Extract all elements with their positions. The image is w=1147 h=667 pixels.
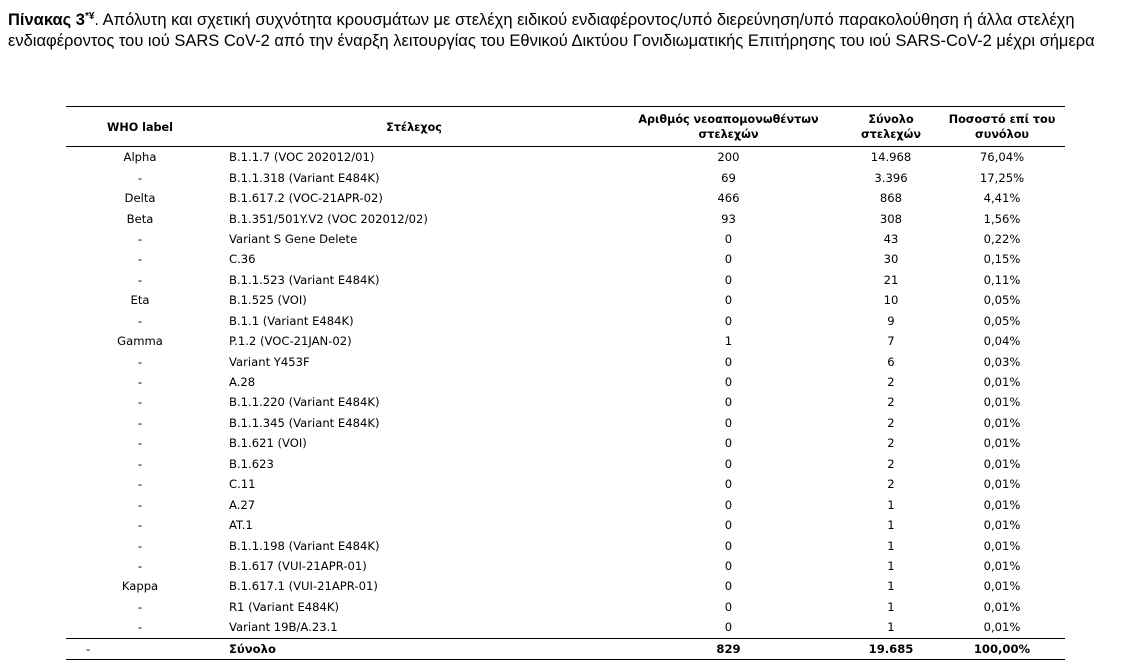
- percent-cell: 4,41%: [983, 191, 1021, 206]
- strain-cell: B.1.351/501Y.V2 (VOC 202012/02): [229, 211, 428, 226]
- percent-cell: 0,01%: [983, 620, 1021, 635]
- table-row: [66, 351, 1065, 371]
- total-cell: 1: [887, 497, 895, 512]
- strain-cell: B.1.617.2 (VOC-21APR-02): [229, 191, 383, 206]
- strain-cell: B.1.1.523 (Variant E484K): [229, 272, 380, 287]
- strain-cell: Variant 19B/A.23.1: [229, 620, 338, 635]
- total-cell: 14.968: [870, 150, 912, 165]
- total-cell: 2: [887, 456, 895, 471]
- total-cell: 30: [883, 252, 899, 267]
- percent-cell: 0,01%: [983, 436, 1021, 451]
- who-label-cell: Gamma: [117, 334, 163, 349]
- strain-cell: B.1.1 (Variant E484K): [229, 313, 354, 328]
- percent-cell: 0,15%: [983, 252, 1021, 267]
- who-label-cell: -: [137, 497, 143, 512]
- isolated-cell: 0: [724, 579, 733, 594]
- table-row: [66, 433, 1065, 453]
- header-isolated: Αριθμός νεοαπομονωθέντων στελεχών: [614, 107, 843, 147]
- total-cell: 7: [887, 334, 895, 349]
- who-label-cell: -: [137, 252, 143, 267]
- isolated-cell: 93: [721, 211, 736, 226]
- total-cell: 10: [883, 293, 899, 308]
- isolated-cell: 0: [724, 518, 733, 533]
- total-row: [66, 638, 1065, 659]
- isolated-cell: 0: [724, 558, 733, 573]
- who-label-cell: -: [137, 599, 143, 614]
- strain-cell: AT.1: [229, 518, 253, 533]
- table-row: [66, 392, 1065, 412]
- strain-cell: C.11: [229, 477, 256, 492]
- isolated-cell: 0: [724, 252, 733, 267]
- isolated-cell: 0: [724, 415, 733, 430]
- table-row: [66, 454, 1065, 474]
- strain-cell: C.36: [229, 252, 256, 267]
- strain-cell: A.28: [229, 375, 256, 390]
- isolated-cell: 0: [724, 436, 733, 451]
- who-label-cell: -: [137, 170, 143, 185]
- percent-cell: 0,01%: [983, 415, 1021, 430]
- who-label-cell: -: [137, 415, 143, 430]
- table-row: [66, 535, 1065, 555]
- percent-cell: 0,01%: [983, 456, 1021, 471]
- header-total: Σύνολο στελεχών: [843, 107, 939, 147]
- total-percent-cell: 100,00%: [939, 638, 1065, 659]
- total-cell: 1: [887, 538, 895, 553]
- who-label-cell: Alpha: [123, 150, 157, 165]
- total-cell: 2: [887, 375, 895, 390]
- isolated-cell: 0: [724, 538, 733, 553]
- percent-cell: 0,01%: [983, 538, 1021, 553]
- strain-cell: B.1.621 (VOI): [229, 436, 307, 451]
- table-row: [66, 372, 1065, 392]
- percent-cell: 0,05%: [983, 313, 1021, 328]
- isolated-cell: 0: [724, 477, 733, 492]
- strain-cell: B.1.617 (VUI-21APR-01): [229, 558, 367, 573]
- table-row: [66, 290, 1065, 310]
- header-who-label: WHO label: [66, 107, 214, 147]
- who-label-cell: -: [137, 354, 143, 369]
- table-row: [66, 413, 1065, 433]
- strain-cell: B.1.1.220 (Variant E484K): [229, 395, 380, 410]
- isolated-cell: 466: [717, 191, 740, 206]
- table-row: [66, 229, 1065, 249]
- total-cell: 1: [887, 620, 895, 635]
- isolated-cell: 0: [724, 313, 733, 328]
- table-caption: [8, 10, 1143, 52]
- isolated-cell: 0: [724, 456, 733, 471]
- isolated-cell: 0: [724, 272, 733, 287]
- percent-cell: 0,01%: [983, 395, 1021, 410]
- strain-cell: P.1.2 (VOC-21JAN-02): [229, 334, 352, 349]
- who-label-cell: -: [137, 313, 143, 328]
- total-cell: 2: [887, 436, 895, 451]
- strain-cell: R1 (Variant E484K): [229, 599, 340, 614]
- table-row: [66, 167, 1065, 187]
- who-label-cell: -: [137, 518, 143, 533]
- who-label-cell: -: [137, 436, 143, 451]
- percent-cell: 17,25%: [979, 170, 1025, 185]
- total-cell: 1: [887, 518, 895, 533]
- variants-table: [66, 106, 1065, 660]
- isolated-cell: 200: [717, 150, 740, 165]
- total-isolated-cell: 829: [614, 638, 843, 659]
- isolated-cell: 0: [724, 375, 733, 390]
- table-row: [66, 617, 1065, 638]
- header-strain: Στέλεχος: [214, 107, 614, 147]
- total-cell: 1: [887, 579, 895, 594]
- table-row: [66, 249, 1065, 269]
- strain-cell: A.27: [229, 497, 256, 512]
- strain-cell: B.1.617.1 (VUI-21APR-01): [229, 579, 378, 594]
- table-row: [66, 311, 1065, 331]
- table-row: [66, 494, 1065, 514]
- percent-cell: 1,56%: [983, 211, 1021, 226]
- table-row: [66, 597, 1065, 617]
- percent-cell: 76,04%: [979, 150, 1025, 165]
- percent-cell: 0,22%: [983, 231, 1021, 246]
- total-cell: 6: [887, 354, 895, 369]
- total-cell: 2: [887, 395, 895, 410]
- strain-cell: B.1.1.318 (Variant E484K): [229, 170, 380, 185]
- who-label-cell: -: [137, 456, 143, 471]
- caption-text: . Απόλυτη και σχετική συχνότητα κρουσμάτων με στελέχη ειδικού ενδιαφέροντος/υπό διερεύνηση/υπό παρακολούθηση ή άλλα στελέχη ενδιαφέροντος του ιού SARS CoV-2 από την έναρξη λειτουργίας του Εθνικού Δικτύου Γονιδιωματικής Επιτήρησης του ιού SARS-CoV-2 μέχρι σήμερα: [8, 11, 1095, 50]
- strain-cell: B.1.525 (VOI): [229, 293, 307, 308]
- who-label-cell: Eta: [130, 293, 150, 308]
- percent-cell: 0,04%: [983, 334, 1021, 349]
- total-cell: 3.396: [874, 170, 908, 185]
- table-row: [66, 270, 1065, 290]
- percent-cell: 0,01%: [983, 558, 1021, 573]
- who-label-cell: -: [137, 558, 143, 573]
- who-label-cell: -: [137, 538, 143, 553]
- total-who-label-cell: -: [66, 638, 214, 659]
- percent-cell: 0,01%: [983, 579, 1021, 594]
- percent-cell: 0,11%: [983, 272, 1021, 287]
- isolated-cell: 0: [724, 497, 733, 512]
- who-label-cell: -: [137, 395, 143, 410]
- percent-cell: 0,03%: [983, 354, 1021, 369]
- percent-cell: 0,01%: [983, 497, 1021, 512]
- percent-cell: 0,01%: [983, 599, 1021, 614]
- strain-cell: B.1.1.7 (VOC 202012/01): [229, 150, 375, 165]
- total-cell: 1: [887, 599, 895, 614]
- total-cell: 308: [879, 211, 903, 226]
- isolated-cell: 0: [724, 599, 733, 614]
- total-cell: 2: [887, 477, 895, 492]
- total-cell: 2: [887, 415, 895, 430]
- who-label-cell: -: [137, 375, 143, 390]
- header-percent: Ποσοστό επί του συνόλου: [939, 107, 1065, 147]
- isolated-cell: 0: [724, 231, 733, 246]
- table-row: [66, 147, 1065, 168]
- table-body: [66, 147, 1065, 660]
- percent-cell: 0,01%: [983, 518, 1021, 533]
- caption-marker: *¥: [84, 11, 95, 22]
- strain-cell: Variant S Gene Delete: [229, 231, 358, 246]
- who-label-cell: Kappa: [121, 579, 159, 594]
- total-strain-cell: Σύνολο: [214, 638, 614, 659]
- table-row: [66, 188, 1065, 208]
- table-row: [66, 331, 1065, 351]
- who-label-cell: -: [137, 620, 143, 635]
- caption-label: Πίνακας 3: [8, 11, 85, 29]
- total-total-cell: 19.685: [843, 638, 939, 659]
- table-row: [66, 208, 1065, 228]
- percent-cell: 0,05%: [983, 293, 1021, 308]
- total-cell: 43: [883, 231, 899, 246]
- who-label-cell: -: [137, 272, 143, 287]
- table-row: [66, 556, 1065, 576]
- percent-cell: 0,01%: [983, 477, 1021, 492]
- isolated-cell: 0: [724, 395, 733, 410]
- isolated-cell: 0: [724, 354, 733, 369]
- table-row: [66, 576, 1065, 596]
- strain-cell: B.1.623: [229, 456, 274, 471]
- strain-cell: B.1.1.198 (Variant E484K): [229, 538, 380, 553]
- who-label-cell: Beta: [126, 211, 154, 226]
- who-label-cell: -: [137, 231, 143, 246]
- strain-cell: B.1.1.345 (Variant E484K): [229, 415, 380, 430]
- table-row: [66, 474, 1065, 494]
- who-label-cell: Delta: [124, 191, 156, 206]
- table-row: [66, 515, 1065, 535]
- total-cell: 1: [887, 558, 895, 573]
- strain-cell: Variant Y453F: [229, 354, 310, 369]
- percent-cell: 0,01%: [983, 375, 1021, 390]
- who-label-cell: -: [137, 477, 143, 492]
- total-cell: 21: [883, 272, 899, 287]
- table-header-row: [66, 107, 1065, 147]
- total-cell: 9: [887, 313, 895, 328]
- total-cell: 868: [879, 191, 903, 206]
- isolated-cell: 69: [721, 170, 736, 185]
- isolated-cell: 0: [724, 620, 733, 635]
- isolated-cell: 0: [724, 293, 733, 308]
- isolated-cell: 1: [724, 334, 733, 349]
